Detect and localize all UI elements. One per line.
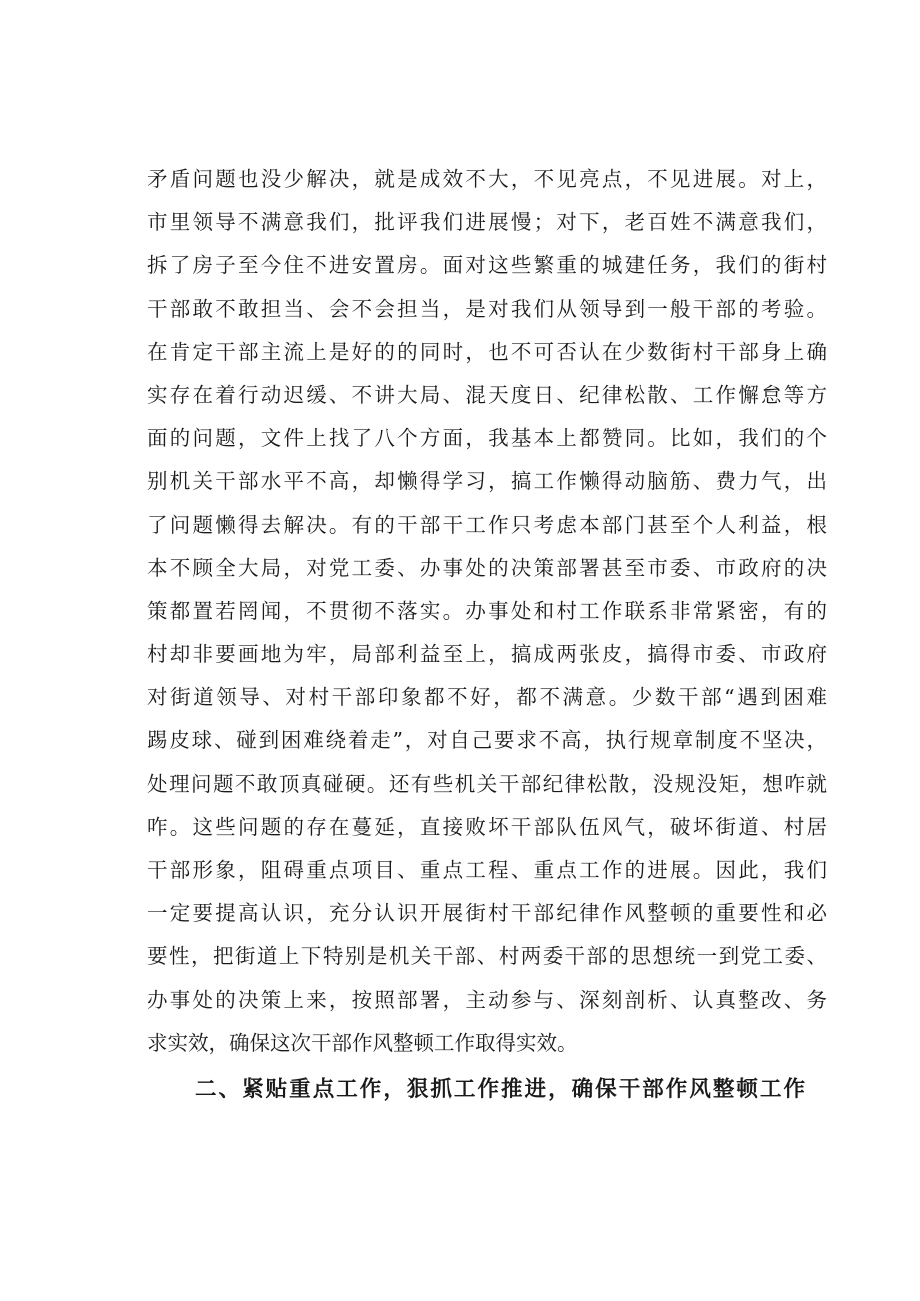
paragraph-line: 要性，把街道上下特别是机关干部、村两委干部的思想统一到党工委、 xyxy=(147,944,827,969)
paragraph-line: 踢皮球、碰到困难绕着走”，对自己要求不高，执行规章制度不坚决， xyxy=(147,728,827,753)
paragraph-line: 市里领导不满意我们，批评我们进展慢；对下，老百姓不满意我们， xyxy=(147,210,827,235)
paragraph-line: 一定要提高认识，充分认识开展街村干部纪律作风整顿的重要性和必 xyxy=(147,901,827,926)
paragraph-line: 咋。这些问题的存在蔓延，直接败坏干部队伍风气，破坏街道、村居 xyxy=(147,814,827,839)
paragraph-line: 面的问题，文件上找了八个方面，我基本上都赞同。比如，我们的个 xyxy=(147,426,827,451)
paragraph-line: 策都置若罔闻，不贯彻不落实。办事处和村工作联系非常紧密，有的 xyxy=(147,598,827,623)
paragraph-line: 求实效，确保这次干部作风整顿工作取得实效。 xyxy=(147,1030,578,1055)
paragraph-line: 本不顾全大局，对党工委、办事处的决策部署甚至市委、市政府的决 xyxy=(147,555,827,580)
paragraph-line: 矛盾问题也没少解决，就是成效不大，不见亮点，不见进展。对上， xyxy=(147,167,827,191)
paragraph-line: 村却非要画地为牢，局部利益至上，搞成两张皮，搞得市委、市政府 xyxy=(147,642,827,667)
paragraph-line: 对街道领导、对村干部印象都不好，都不满意。少数干部“遇到困难 xyxy=(147,685,827,710)
paragraph-line: 办事处的决策上来，按照部署，主动参与、深刻剖析、认真整改、务 xyxy=(147,987,827,1012)
paragraph-line: 拆了房子至今住不进安置房。面对这些繁重的城建任务，我们的街村 xyxy=(147,253,827,278)
body-paragraph xyxy=(147,158,827,1065)
paragraph-line: 干部形象，阻碍重点项目、重点工程、重点工作的进展。因此，我们 xyxy=(147,858,827,882)
paragraph-line: 别机关干部水平不高，却懒得学习，搞工作懒得动脑筋、费力气，出 xyxy=(147,469,827,494)
section-heading: 二、紧贴重点工作，狠抓工作推进，确保干部作风整顿工作 xyxy=(195,1077,805,1102)
paragraph-line: 了问题懒得去解决。有的干部干工作只考虑本部门甚至个人利益，根 xyxy=(147,512,827,537)
paragraph-line: 在肯定干部主流上是好的的同时，也不可否认在少数街村干部身上确 xyxy=(147,339,827,364)
paragraph-line: 实存在着行动迟缓、不讲大局、混天度日、纪律松散、工作懈怠等方 xyxy=(147,382,827,407)
paragraph-line: 处理问题不敢顶真碰硬。还有些机关干部纪律松散，没规没矩，想咋就 xyxy=(147,771,827,796)
paragraph-line: 干部敢不敢担当、会不会担当，是对我们从领导到一般干部的考验。 xyxy=(147,296,827,321)
